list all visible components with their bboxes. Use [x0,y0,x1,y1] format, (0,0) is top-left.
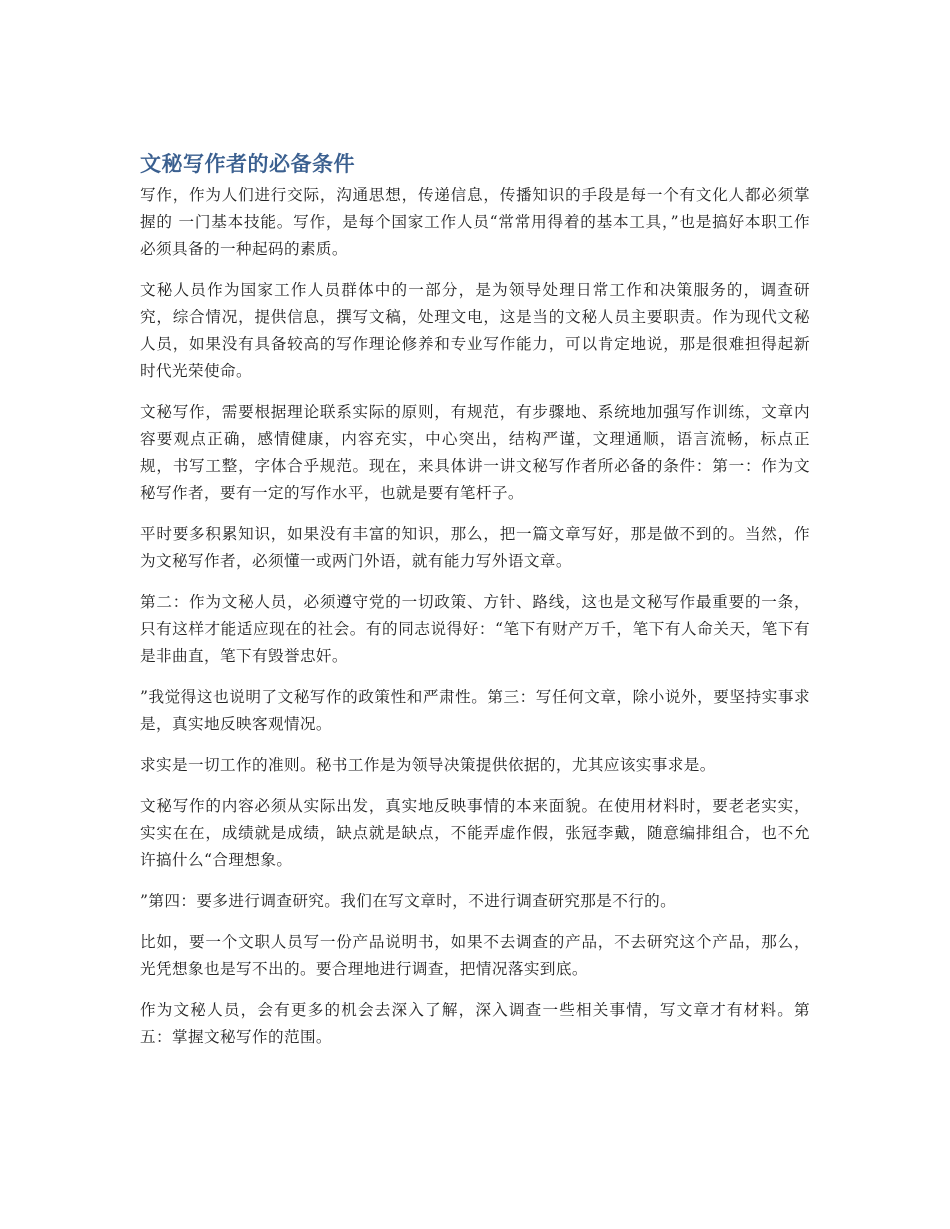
document-title: 文秘写作者的必备条件 [140,152,355,176]
paragraph: ”第四：要多进行调查研究。我们在写文章时，不进行调查研究那是不行的。 [140,892,677,910]
paragraph: 求实是一切工作的准则。秘书工作是为领导决策提供依据的，尤其应该实事求是。 [140,756,716,774]
paragraph: ”我觉得这也说明了文秘写作的政策性和严肃性。第三：写任何文章，除小说外，要坚持实事求是，真实地反映客观情况。 [140,688,810,733]
paragraph: 比如，要一个文职人员写一份产品说明书，如果不去调查的产品，不去研究这个产品，那么，光凭想象也是写不出的。要合理地进行调查，把情况落实到底。 [140,933,810,978]
paragraph: 文秘人员作为国家工作人员群体中的一部分，是为领导处理日常工作和决策服务的，调查研究，综合情况，提供信息，撰写文稿，处理文电，这是当的文秘人员主要职责。作为现代文秘人员，如果没有具备较高的写作理论修养和专业写作能力，可以肯定地说，那是很难担得起新时代光荣使命。 [140,281,810,380]
paragraph: 文秘写作，需要根据理论联系实际的原则，有规范，有步骤地、系统地加强写作训练，文章内容要观点正确，感情健康，内容充实，中心突出，结构严谨，文理通顺，语言流畅，标点正规，书写工整，字体合乎规范。现在，来具体讲一讲文秘写作者所必备的条件：第一：作为文秘写作者，要有一定的写作水平，也就是要有笔杆子。 [140,403,810,502]
paragraph: 文秘写作的内容必须从实际出发，真实地反映事情的本来面貌。在使用材料时，要老老实实，实实在在，成绩就是成绩，缺点就是缺点，不能弄虚作假，张冠李戴，随意编排组合，也不允许搞什么“合理想象。 [140,797,810,869]
paragraph: 写作，作为人们进行交际，沟通思想，传递信息，传播知识的手段是每一个有文化人都必须掌握的 一门基本技能。写作，是每个国家工作人员“常常用得着的基本工具，”也是搞好本职工作必须具备的一种起码的素质。 [140,186,810,258]
paragraph: 第二：作为文秘人员，必须遵守党的一切政策、方针、路线，这也是文秘写作最重要的一条，只有这样才能适应现在的社会。有的同志说得好：“笔下有财产万千，笔下有人命关天，笔下有是非曲直，笔下有毁誉忠奸。 [140,593,810,665]
document-body [140,150,810,1065]
paragraph: 平时要多积累知识，如果没有丰富的知识，那么，把一篇文章写好，那是做不到的。当然，作为文秘写作者，必须懂一或两门外语，就有能力写外语文章。 [140,525,810,570]
paragraph: 作为文秘人员，会有更多的机会去深入了解，深入调查一些相关事情，写文章才有材料。第五：掌握文秘写作的范围。 [140,1001,810,1046]
